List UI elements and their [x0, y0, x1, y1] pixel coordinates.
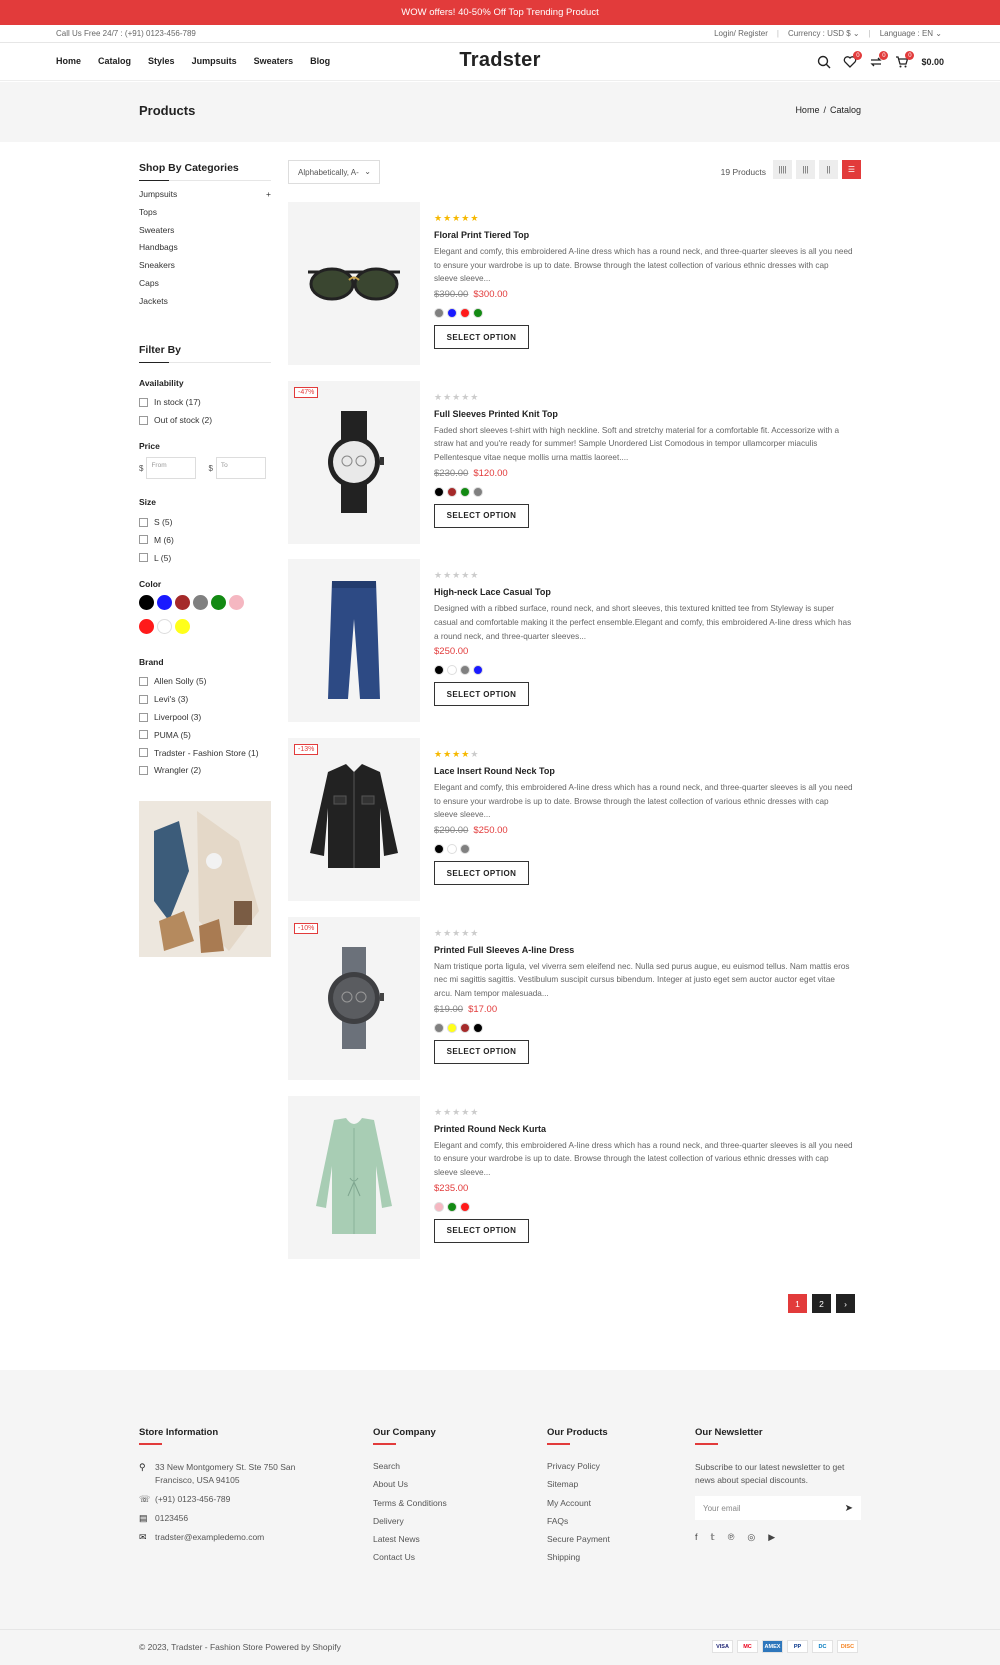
color-swatch[interactable]	[157, 619, 172, 634]
brand-heading: Brand	[139, 656, 164, 667]
color-swatch[interactable]	[434, 844, 444, 854]
product-swatches	[434, 1202, 854, 1212]
discount-badge: -10%	[294, 923, 318, 934]
product-title[interactable]: Floral Print Tiered Top	[434, 230, 530, 240]
footer-divider	[0, 1629, 1000, 1630]
copyright: © 2023, Tradster - Fashion Store Powered by Shopify	[139, 1642, 341, 1652]
checkbox[interactable]	[139, 398, 148, 407]
color-swatch[interactable]	[175, 595, 190, 610]
product-info	[434, 570, 854, 706]
twitter-icon[interactable]: 𝕥	[710, 1532, 715, 1542]
filter-heading: Filter By	[139, 344, 271, 363]
color-swatch[interactable]	[447, 844, 457, 854]
color-swatch[interactable]	[460, 1023, 470, 1033]
product-title[interactable]: High-neck Lace Casual Top	[434, 587, 551, 598]
color-swatch[interactable]	[460, 844, 470, 854]
footer-newsletter	[695, 1427, 861, 1543]
color-swatch[interactable]	[473, 487, 483, 497]
newsletter-email-input[interactable]	[695, 1496, 861, 1520]
location-icon: ⚲	[139, 1462, 146, 1472]
select-option-button[interactable]: SELECT OPTION	[434, 682, 529, 706]
size-option[interactable]	[139, 513, 271, 531]
checkbox[interactable]	[139, 748, 148, 757]
product-swatches	[434, 308, 854, 318]
nav-item-jumpsuits[interactable]: Jumpsuits	[191, 56, 237, 66]
select-option-button[interactable]: SELECT OPTION	[434, 861, 529, 885]
product-toolbar	[288, 160, 861, 184]
checkbox[interactable]	[139, 695, 148, 704]
discover-icon: DISC	[837, 1640, 858, 1653]
plus-icon[interactable]: +	[266, 189, 271, 199]
product-description: Elegant and comfy, this embroidered A-line dress which has a round neck, and three-quarter sleeves is all you need to ensure your wardrobe is up to date. Browse through the latest collection of various ethnic dresses with cap sleeve sleeve...	[434, 783, 853, 820]
diners-icon: DC	[812, 1640, 833, 1653]
footer-link[interactable]: About Us	[373, 1479, 408, 1490]
visa-icon: VISA	[712, 1640, 733, 1653]
pinterest-icon[interactable]: ℗	[727, 1532, 735, 1542]
sale-price: $120.00	[473, 467, 508, 479]
sale-price: $235.00	[434, 1182, 469, 1194]
color-swatch[interactable]	[211, 595, 226, 610]
sidebar	[139, 162, 271, 957]
price-row	[434, 289, 854, 303]
product-swatches	[434, 665, 854, 675]
checkbox[interactable]	[139, 677, 148, 686]
product-card	[288, 559, 861, 722]
sale-price: $17.00	[468, 1003, 498, 1015]
compare-badge: 0	[879, 51, 888, 60]
amex-icon: AMEX	[762, 1640, 783, 1653]
product-description: Nam tristique porta ligula, vel viverra sem eleifend nec. Nulla sed purus augue, eu euismod tellus. Nam mattis eros nec mi sagittis sagittis. Vestibulum suscipit cursus bibendum. Integer at justo eget sem auctor auctor eget vitae arcu. Nam tempor malesuada...	[434, 961, 850, 998]
footer-link[interactable]: FAQs	[547, 1515, 569, 1526]
product-description: Elegant and comfy, this embroidered A-line dress which has a round neck, and three-quarter sleeves is all you need to ensure your wardrobe is up to date. Browse through the latest collection of various ethnic dresses with cap sleeve sleeve...	[434, 247, 853, 284]
checkbox[interactable]	[139, 713, 148, 722]
address-text: 33 New Montgomery St. Ste 750 San Francisco, USA 94105	[155, 1462, 296, 1485]
brand-option[interactable]	[139, 744, 271, 762]
color-swatch[interactable]	[460, 308, 470, 318]
payment-icons	[712, 1640, 858, 1653]
call-text: Call Us Free 24/7 : (+91) 0123-456-789	[56, 29, 196, 38]
divider: |	[868, 29, 871, 38]
send-icon[interactable]: ➤	[844, 1502, 853, 1514]
fax-text: 0123456	[155, 1513, 189, 1523]
cart-icon[interactable]	[895, 52, 912, 69]
product-title[interactable]: Full Sleeves Printed Knit Top	[434, 408, 558, 419]
announcement-bar	[0, 0, 1000, 25]
page-header	[0, 82, 1000, 142]
rating-stars: ★★★★★	[434, 749, 480, 760]
product-swatches	[434, 487, 854, 497]
footer-link[interactable]: Shipping	[547, 1552, 581, 1563]
sort-value: Alphabetically, A-	[298, 168, 359, 177]
color-swatch[interactable]	[229, 595, 244, 610]
color-swatch[interactable]	[447, 1202, 457, 1212]
phone-text[interactable]: (+91) 0123-456-789	[155, 1494, 231, 1504]
fax-icon: ▤	[139, 1513, 148, 1523]
category-label: Jackets	[139, 295, 168, 306]
color-swatch[interactable]	[434, 1202, 444, 1212]
category-label: Tops	[139, 206, 157, 217]
promo-banner-image[interactable]	[139, 801, 271, 957]
address-row	[139, 1461, 305, 1487]
old-price: $290.00	[434, 825, 469, 837]
sale-price: $250.00	[434, 646, 469, 658]
category-item[interactable]	[139, 189, 271, 207]
phone-row	[139, 1493, 305, 1506]
footer-store-info	[139, 1427, 305, 1550]
discount-badge: -13%	[294, 744, 318, 755]
chevron-down-icon: ⌄	[364, 167, 371, 176]
wishlist-icon[interactable]	[843, 52, 860, 69]
color-swatch[interactable]	[434, 1023, 444, 1033]
product-description: Designed with a ribbed surface, round neck, and short sleeves, this textured knitted tee from Styleway is super casual and comfortable making it the perfect ensemble.Elegant and comfy, this embroidered A-line dress which has a round neck, and three-quarter sleeves...	[434, 604, 852, 641]
categories-heading: Shop By Categories	[139, 162, 271, 181]
category-item[interactable]	[139, 296, 271, 314]
size-option[interactable]	[139, 531, 271, 549]
product-count: 19 Products	[720, 167, 766, 177]
color-swatch[interactable]	[447, 665, 457, 675]
footer-company	[373, 1427, 447, 1571]
color-swatch[interactable]	[473, 665, 483, 675]
category-list	[139, 189, 271, 314]
color-swatch[interactable]	[434, 487, 444, 497]
cart-badge: 0	[905, 51, 914, 60]
discount-badge: -47%	[294, 387, 318, 398]
category-item[interactable]	[139, 225, 271, 243]
footer-link[interactable]: Privacy Policy	[547, 1461, 600, 1471]
category-label: Jumpsuits	[139, 189, 178, 199]
sunglasses-image[interactable]	[288, 202, 420, 365]
color-heading: Color	[139, 578, 162, 589]
footer-products	[547, 1427, 610, 1571]
top-bar	[0, 25, 1000, 43]
price-row	[434, 825, 854, 839]
product-info	[434, 749, 854, 885]
email-row	[139, 1531, 305, 1544]
category-label: Sneakers	[139, 260, 175, 271]
product-swatches	[434, 1023, 854, 1033]
color-swatch[interactable]	[460, 1202, 470, 1212]
rating-stars: ★★★★★	[434, 213, 480, 223]
logo[interactable]: Tradster	[459, 49, 541, 71]
rating-stars: ★★★★★	[434, 570, 480, 581]
instagram-icon[interactable]: ◎	[747, 1532, 756, 1542]
product-card	[288, 738, 861, 901]
product-info	[434, 928, 854, 1064]
grid-4-icon[interactable]: ||||	[773, 160, 792, 179]
brand-option[interactable]	[139, 726, 271, 744]
email-placeholder: Your email	[703, 1503, 741, 1513]
footer-link[interactable]: Latest News	[373, 1534, 420, 1545]
nav-item-catalog[interactable]: Catalog	[98, 56, 132, 66]
old-price: $230.00	[434, 467, 469, 479]
product-info	[434, 213, 854, 349]
color-swatch[interactable]	[473, 308, 483, 318]
color-swatch[interactable]	[434, 665, 444, 675]
product-card	[288, 202, 861, 365]
select-option-button[interactable]: SELECT OPTION	[434, 1040, 529, 1064]
rating-stars: ★★★★★	[434, 927, 480, 938]
company-links	[373, 1461, 447, 1571]
grid-2-icon[interactable]: ||	[819, 160, 838, 179]
cart-total[interactable]: $0.00	[921, 57, 944, 67]
chevron-down-icon: ⌄	[852, 29, 860, 38]
price-from	[139, 457, 196, 479]
watch-white-image[interactable]	[288, 381, 420, 544]
color-swatch[interactable]	[434, 308, 444, 318]
product-info	[434, 1107, 854, 1243]
option-label: Tradster - Fashion Store (1)	[154, 747, 259, 758]
price-range	[139, 457, 271, 479]
header-icons	[817, 52, 944, 69]
category-item[interactable]	[139, 260, 271, 278]
footer-link[interactable]: Secure Payment	[547, 1534, 610, 1545]
newsletter-text: Subscribe to our latest newsletter to get news about special discounts.	[695, 1462, 845, 1485]
color-swatch[interactable]	[175, 619, 190, 634]
sale-price: $300.00	[473, 289, 508, 300]
jacket-image[interactable]	[288, 738, 420, 901]
option-label: Allen Solly (5)	[154, 676, 207, 687]
availability-option[interactable]	[139, 411, 271, 429]
select-option-button[interactable]: SELECT OPTION	[434, 325, 529, 349]
grid-3-icon[interactable]: |||	[796, 160, 815, 179]
currency-symbol: $	[139, 463, 144, 473]
footer-heading: Our Company	[373, 1427, 447, 1445]
language-select[interactable]	[880, 29, 942, 38]
social-links	[695, 1532, 861, 1543]
rating-stars: ★★★★★	[434, 1106, 480, 1117]
store-details	[139, 1461, 305, 1544]
color-swatch[interactable]	[139, 619, 154, 634]
checkbox[interactable]	[139, 535, 148, 544]
brand-option[interactable]	[139, 690, 271, 708]
price-row	[434, 1004, 854, 1018]
rating-stars: ★★★★★	[434, 391, 480, 402]
divider: |	[776, 29, 779, 38]
color-swatch[interactable]	[473, 1023, 483, 1033]
price-row	[434, 1183, 854, 1197]
currency-symbol: $	[208, 463, 213, 473]
size-heading: Size	[139, 497, 157, 508]
breadcrumb-home[interactable]: Home	[795, 105, 820, 115]
footer-link[interactable]: Search	[373, 1461, 400, 1471]
category-item[interactable]	[139, 278, 271, 296]
availability-option[interactable]	[139, 394, 271, 412]
footer-link[interactable]: Contact Us	[373, 1552, 416, 1563]
view-switcher	[773, 160, 861, 179]
price-row	[434, 468, 854, 482]
option-label: Out of stock (2)	[154, 415, 213, 426]
nav-item-blog[interactable]: Blog	[310, 56, 331, 66]
youtube-icon[interactable]: ▶	[768, 1532, 776, 1542]
checkbox[interactable]	[139, 518, 148, 527]
color-swatch[interactable]	[460, 487, 470, 497]
price-row	[434, 646, 854, 660]
footer-link[interactable]: Delivery	[373, 1515, 404, 1526]
nav-item-styles[interactable]: Styles	[148, 56, 175, 66]
mastercard-icon: MC	[737, 1640, 758, 1653]
footer-heading: Our Products	[547, 1427, 610, 1445]
compare-icon[interactable]	[869, 52, 886, 69]
facebook-icon[interactable]: f	[695, 1532, 698, 1542]
sale-price: $250.00	[473, 825, 508, 837]
price-to-input[interactable]: To	[216, 457, 266, 479]
currency-select[interactable]	[788, 29, 860, 38]
option-label: PUMA (5)	[154, 729, 191, 740]
breadcrumb	[795, 105, 861, 115]
pagination	[788, 1294, 855, 1313]
footer-link[interactable]: Terms & Conditions	[373, 1497, 447, 1508]
category-item[interactable]	[139, 207, 271, 225]
select-option-button[interactable]: SELECT OPTION	[434, 1219, 529, 1243]
option-label: S (5)	[154, 517, 173, 528]
size-option[interactable]	[139, 549, 271, 567]
language-label: Language : EN	[879, 29, 934, 38]
sort-select[interactable]	[288, 160, 380, 184]
footer-link[interactable]: Sitemap	[547, 1479, 579, 1490]
color-swatch[interactable]	[460, 665, 470, 675]
product-title[interactable]: Printed Round Neck Kurta	[434, 1123, 547, 1134]
product-title[interactable]: Printed Full Sleeves A-line Dress	[434, 944, 575, 955]
old-price: $19.00	[434, 1003, 464, 1015]
phone-icon: ☏	[139, 1494, 151, 1504]
nav-menu	[56, 56, 330, 66]
login-register-link[interactable]: Login/ Register	[714, 29, 768, 38]
old-price: $390.00	[434, 289, 469, 300]
chevron-down-icon: ⌄	[935, 29, 942, 38]
color-swatches	[139, 595, 269, 643]
option-label: Levi's (3)	[154, 694, 189, 705]
search-icon[interactable]	[817, 55, 831, 69]
nav-item-sweaters[interactable]: Sweaters	[253, 56, 294, 66]
category-item[interactable]	[139, 242, 271, 260]
color-swatch[interactable]	[139, 595, 154, 610]
checkbox[interactable]	[139, 766, 148, 775]
option-label: Liverpool (3)	[154, 712, 202, 723]
footer	[0, 1370, 1000, 1665]
color-swatch[interactable]	[193, 595, 208, 610]
option-label: M (6)	[154, 534, 174, 545]
checkbox[interactable]	[139, 730, 148, 739]
option-label: L (5)	[154, 552, 172, 563]
category-label: Sweaters	[139, 224, 175, 235]
next-page-icon[interactable]: ›	[836, 1294, 855, 1313]
color-swatch[interactable]	[447, 308, 457, 318]
email-text[interactable]: tradster@exampledemo.com	[155, 1532, 265, 1542]
brand-option[interactable]	[139, 762, 271, 780]
wishlist-badge: 0	[853, 51, 862, 60]
product-info	[434, 392, 854, 528]
nav-item-home[interactable]: Home	[56, 56, 82, 66]
availability-heading: Availability	[139, 377, 184, 388]
list-view-icon[interactable]: ☰	[842, 160, 861, 179]
product-card	[288, 917, 861, 1080]
product-swatches	[434, 844, 854, 854]
footer-link[interactable]: My Account	[547, 1497, 591, 1508]
price-heading: Price	[139, 441, 160, 452]
page-2-button[interactable]: 2	[812, 1294, 831, 1313]
footer-heading: Our Newsletter	[695, 1427, 861, 1445]
category-label: Caps	[139, 277, 159, 288]
price-from-input[interactable]: From	[146, 457, 196, 479]
main-nav	[0, 43, 1000, 81]
option-label: Wrangler (2)	[154, 765, 202, 776]
product-card	[288, 381, 861, 544]
option-label: In stock (17)	[154, 397, 201, 408]
product-title[interactable]: Lace Insert Round Neck Top	[434, 766, 555, 777]
announcement-text: WOW offers! 40-50% Off Top Trending Product	[401, 7, 599, 18]
checkbox[interactable]	[139, 553, 148, 562]
page-1-button[interactable]: 1	[788, 1294, 807, 1313]
color-swatch[interactable]	[447, 1023, 457, 1033]
breadcrumb-current: Catalog	[829, 105, 861, 115]
product-card	[288, 1096, 861, 1259]
cardigan-image[interactable]	[288, 1096, 420, 1259]
currency-label: Currency : USD $	[787, 29, 851, 38]
watch-grey-image[interactable]	[288, 917, 420, 1080]
brand-option[interactable]	[139, 673, 271, 691]
price-to	[208, 457, 265, 479]
color-swatch[interactable]	[447, 487, 457, 497]
paypal-icon: PP	[787, 1640, 808, 1653]
brand-option[interactable]	[139, 708, 271, 726]
mail-icon: ✉	[139, 1532, 147, 1542]
fax-row	[139, 1512, 305, 1525]
color-swatch[interactable]	[157, 595, 172, 610]
category-label: Handbags	[139, 242, 178, 253]
product-description: Faded short sleeves t-shirt with high neckline. Soft and stretchy material for a comfortable fit. Accessorize with a straw hat and you're ready for summer! Sample Unordered List Comodous in tempor ullamcorper miaculis Pellentesque vitae neque mollis urna mattis laoreet....	[434, 425, 840, 462]
jeans-image[interactable]	[288, 559, 420, 722]
product-links	[547, 1461, 610, 1571]
checkbox[interactable]	[139, 416, 148, 425]
page-title: Products	[139, 103, 196, 118]
product-description: Elegant and comfy, this embroidered A-line dress which has a round neck, and three-quarter sleeves is all you need to ensure your wardrobe is up to date. Browse through the latest collection of various ethnic dresses with cap sleeve sleeve...	[434, 1140, 853, 1177]
footer-heading: Store Information	[139, 1427, 305, 1445]
breadcrumb-separator: /	[823, 105, 826, 115]
select-option-button[interactable]: SELECT OPTION	[434, 504, 529, 528]
